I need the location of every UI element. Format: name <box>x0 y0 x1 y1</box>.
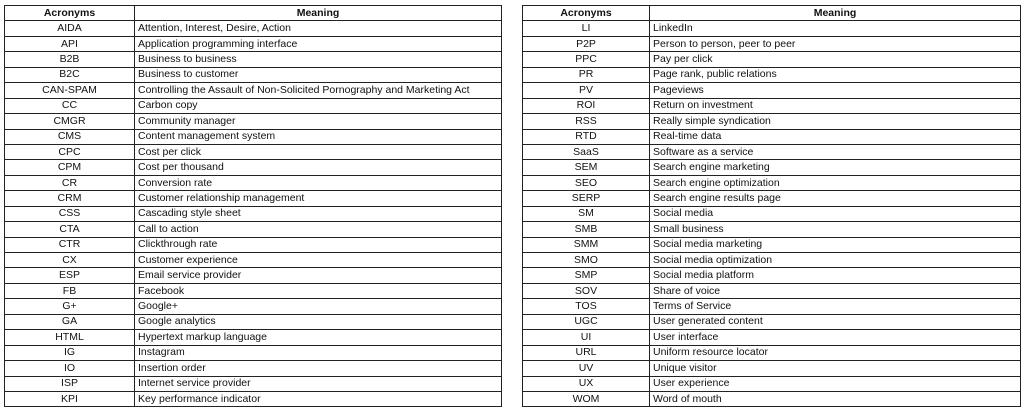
meaning-cell: Search engine optimization <box>650 175 1021 190</box>
table-row <box>523 175 1021 190</box>
table-row <box>523 144 1021 159</box>
meaning-cell: Conversion rate <box>135 175 502 190</box>
meaning-cell: Word of mouth <box>650 391 1021 406</box>
acronyms-column-header: Acronyms <box>5 6 135 21</box>
table-row <box>523 330 1021 345</box>
meaning-cell: Email service provider <box>135 268 502 283</box>
table-row <box>523 206 1021 221</box>
meaning-cell: Search engine results page <box>650 191 1021 206</box>
acronym-cell: CR <box>5 175 135 190</box>
meaning-cell: Key performance indicator <box>135 391 502 406</box>
acronym-cell: AIDA <box>5 21 135 36</box>
meaning-cell: Pageviews <box>650 83 1021 98</box>
acronyms-table-left <box>4 5 502 407</box>
acronym-cell: UI <box>523 330 650 345</box>
table-row <box>523 129 1021 144</box>
table-body <box>523 21 1021 407</box>
meaning-cell: Attention, Interest, Desire, Action <box>135 21 502 36</box>
meaning-cell: Return on investment <box>650 98 1021 113</box>
table-row <box>523 67 1021 82</box>
acronym-cell: SaaS <box>523 144 650 159</box>
acronym-cell: G+ <box>5 299 135 314</box>
table-row <box>5 67 502 82</box>
meaning-cell: User interface <box>650 330 1021 345</box>
acronym-cell: CX <box>5 253 135 268</box>
meaning-cell: Instagram <box>135 345 502 360</box>
meaning-cell: Internet service provider <box>135 376 502 391</box>
acronyms-table-right <box>522 5 1021 407</box>
meaning-cell: Software as a service <box>650 144 1021 159</box>
meaning-cell: Really simple syndication <box>650 114 1021 129</box>
table-row <box>5 268 502 283</box>
table-row <box>523 314 1021 329</box>
table-row <box>5 114 502 129</box>
acronym-cell: SMM <box>523 237 650 252</box>
table-row <box>5 222 502 237</box>
acronym-cell: ESP <box>5 268 135 283</box>
meaning-cell: Google+ <box>135 299 502 314</box>
table-row <box>5 191 502 206</box>
meaning-cell: Real-time data <box>650 129 1021 144</box>
table-row <box>523 391 1021 406</box>
table-row <box>5 330 502 345</box>
table-row <box>5 144 502 159</box>
meaning-cell: Cost per click <box>135 144 502 159</box>
table-row <box>523 361 1021 376</box>
table-row <box>523 36 1021 51</box>
table-row <box>5 160 502 175</box>
acronym-cell: SOV <box>523 283 650 298</box>
table-row <box>5 361 502 376</box>
acronym-cell: TOS <box>523 299 650 314</box>
acronym-cell: RTD <box>523 129 650 144</box>
table-row <box>523 52 1021 67</box>
acronym-cell: CMGR <box>5 114 135 129</box>
meaning-cell: Content management system <box>135 129 502 144</box>
meaning-cell: Pay per click <box>650 52 1021 67</box>
acronym-cell: ISP <box>5 376 135 391</box>
acronym-cell: WOM <box>523 391 650 406</box>
acronym-cell: CMS <box>5 129 135 144</box>
acronym-cell: API <box>5 36 135 51</box>
table-row <box>523 160 1021 175</box>
acronym-cell: LI <box>523 21 650 36</box>
table-row <box>5 345 502 360</box>
acronym-cell: RSS <box>523 114 650 129</box>
meaning-cell: Social media <box>650 206 1021 221</box>
meaning-cell: Business to business <box>135 52 502 67</box>
table-row <box>523 299 1021 314</box>
meaning-cell: Small business <box>650 222 1021 237</box>
acronym-cell: CPM <box>5 160 135 175</box>
table-row <box>523 268 1021 283</box>
meaning-cell: Hypertext markup language <box>135 330 502 345</box>
acronym-cell: B2C <box>5 67 135 82</box>
table-row <box>5 376 502 391</box>
meaning-cell: Person to person, peer to peer <box>650 36 1021 51</box>
table-row <box>523 376 1021 391</box>
table-row <box>5 36 502 51</box>
acronym-cell: IO <box>5 361 135 376</box>
meaning-cell: Page rank, public relations <box>650 67 1021 82</box>
acronym-cell: CSS <box>5 206 135 221</box>
meaning-column-header: Meaning <box>650 6 1021 21</box>
acronym-cell: CTR <box>5 237 135 252</box>
table-row <box>523 345 1021 360</box>
table-row <box>5 21 502 36</box>
meaning-cell: Uniform resource locator <box>650 345 1021 360</box>
meaning-cell: Controlling the Assault of Non-Solicited Pornography and Marketing Act <box>135 83 502 98</box>
acronym-cell: SMP <box>523 268 650 283</box>
table-header-row <box>523 6 1021 21</box>
table-row <box>523 237 1021 252</box>
table-row <box>5 98 502 113</box>
acronym-cell: ROI <box>523 98 650 113</box>
acronym-cell: UGC <box>523 314 650 329</box>
table-row <box>5 52 502 67</box>
table-row <box>523 253 1021 268</box>
table-row <box>523 191 1021 206</box>
table-row <box>5 299 502 314</box>
meaning-cell: Carbon copy <box>135 98 502 113</box>
meaning-cell: Cost per thousand <box>135 160 502 175</box>
meaning-cell: Facebook <box>135 283 502 298</box>
meaning-cell: Share of voice <box>650 283 1021 298</box>
table-row <box>5 391 502 406</box>
meaning-cell: Social media platform <box>650 268 1021 283</box>
meaning-cell: LinkedIn <box>650 21 1021 36</box>
acronym-cell: UX <box>523 376 650 391</box>
table-row <box>5 283 502 298</box>
acronym-cell: GA <box>5 314 135 329</box>
table-row <box>523 21 1021 36</box>
meaning-cell: Cascading style sheet <box>135 206 502 221</box>
meaning-cell: Social media marketing <box>650 237 1021 252</box>
acronym-cell: SMB <box>523 222 650 237</box>
acronym-cell: B2B <box>5 52 135 67</box>
acronym-cell: PV <box>523 83 650 98</box>
acronym-cell: CAN-SPAM <box>5 83 135 98</box>
table-row <box>523 98 1021 113</box>
table-row <box>5 129 502 144</box>
table-row <box>5 206 502 221</box>
meaning-cell: Clickthrough rate <box>135 237 502 252</box>
meaning-cell: Unique visitor <box>650 361 1021 376</box>
acronym-cell: CTA <box>5 222 135 237</box>
meaning-cell: User experience <box>650 376 1021 391</box>
meaning-cell: Community manager <box>135 114 502 129</box>
table-row <box>523 283 1021 298</box>
table-row <box>523 83 1021 98</box>
table-row <box>5 237 502 252</box>
acronym-cell: KPI <box>5 391 135 406</box>
table-body <box>5 21 502 407</box>
acronym-cell: IG <box>5 345 135 360</box>
table-row <box>523 222 1021 237</box>
meaning-cell: Terms of Service <box>650 299 1021 314</box>
acronym-cell: CRM <box>5 191 135 206</box>
table-row <box>5 175 502 190</box>
acronym-cell: SM <box>523 206 650 221</box>
acronym-cell: CPC <box>5 144 135 159</box>
acronym-cell: PR <box>523 67 650 82</box>
acronym-cell: UV <box>523 361 650 376</box>
meaning-cell: Business to customer <box>135 67 502 82</box>
meaning-cell: Call to action <box>135 222 502 237</box>
meaning-column-header: Meaning <box>135 6 502 21</box>
acronym-cell: CC <box>5 98 135 113</box>
meaning-cell: Search engine marketing <box>650 160 1021 175</box>
meaning-cell: Social media optimization <box>650 253 1021 268</box>
meaning-cell: Google analytics <box>135 314 502 329</box>
acronym-cell: SERP <box>523 191 650 206</box>
acronym-cell: PPC <box>523 52 650 67</box>
acronym-cell: SEM <box>523 160 650 175</box>
table-header-row <box>5 6 502 21</box>
table-row <box>5 83 502 98</box>
meaning-cell: Customer experience <box>135 253 502 268</box>
meaning-cell: Insertion order <box>135 361 502 376</box>
acronym-cell: SMO <box>523 253 650 268</box>
acronym-cell: P2P <box>523 36 650 51</box>
meaning-cell: Application programming interface <box>135 36 502 51</box>
table-row <box>523 114 1021 129</box>
table-row <box>5 314 502 329</box>
acronym-cell: URL <box>523 345 650 360</box>
acronym-cell: SEO <box>523 175 650 190</box>
acronym-cell: FB <box>5 283 135 298</box>
table-row <box>5 253 502 268</box>
acronym-cell: HTML <box>5 330 135 345</box>
acronyms-column-header: Acronyms <box>523 6 650 21</box>
meaning-cell: User generated content <box>650 314 1021 329</box>
meaning-cell: Customer relationship management <box>135 191 502 206</box>
